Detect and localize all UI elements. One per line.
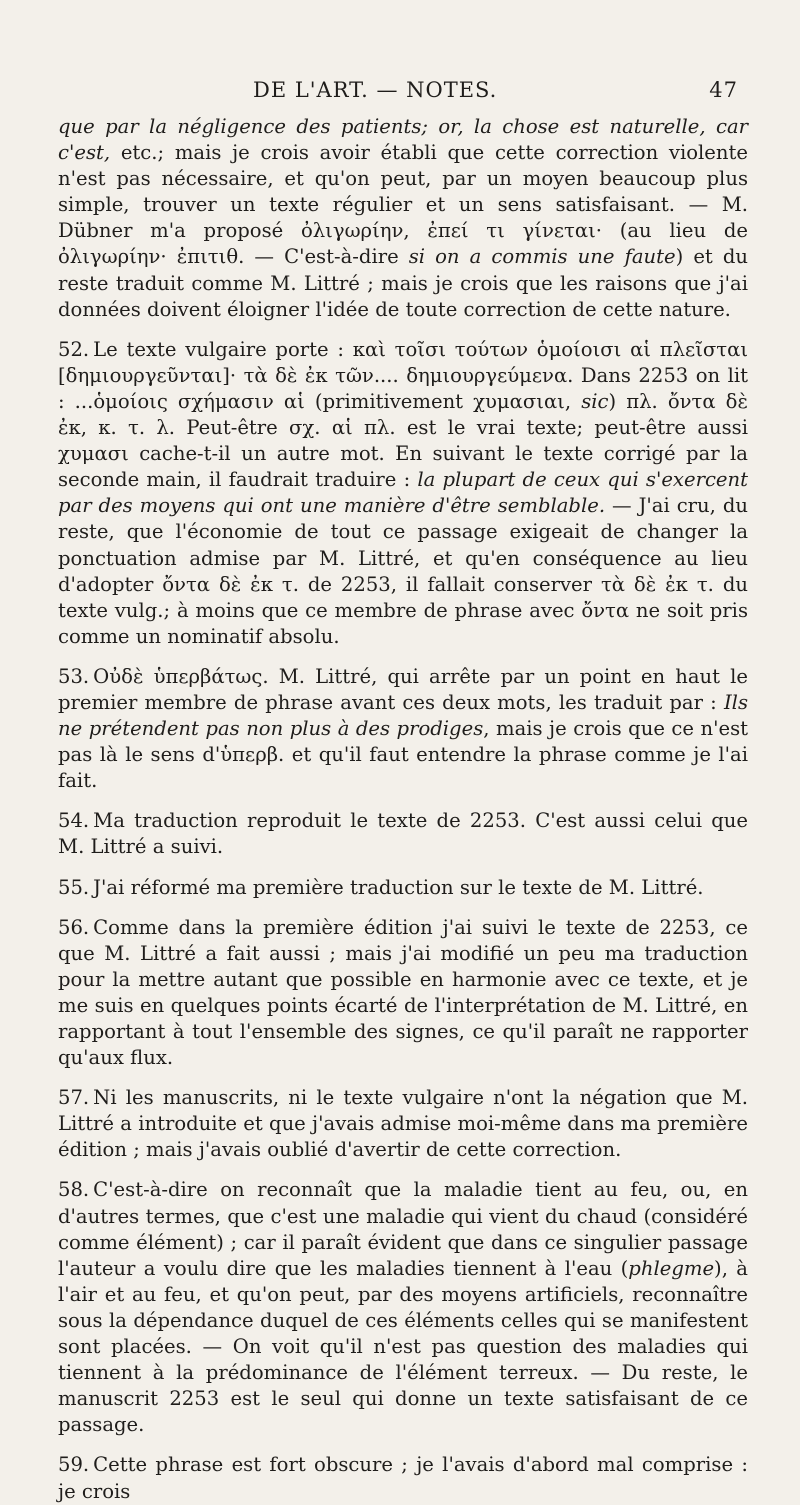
text-run: — J'ai cru, du reste, que l'économie de tout ce passage exigeait de changer la ponctuation admise par M. Littré, et qu'en conséquence au lieu d'adopter ὄντα δὲ ἐκ τ. de 2253, il fallait conserver τὰ δὲ ἐκ τ. du texte vulg.; à moins que ce membre de phrase avec ὄντα ne soit pris comme un nominatif absolu. — [58, 494, 749, 648]
text-run: , mais je crois que ce n'est pas là le sens d'ὑπερβ. et qu'il faut entendre la phrase comme je l'ai fait. — [58, 717, 749, 793]
text-run: etc.; mais je crois avoir établi que cette correction violente n'est pas nécessaire, et qu'on peut, par un moyen beaucoup plus simple, trouver un texte régulier et un sens satisfaisant. — M. Dübner m'a proposé ὀλιγωρίην, ἐπεί τι γίνεται· (au lieu de ὀλιγωρίην· ἐπιτιθ. — C'est-à-dire — [58, 141, 748, 269]
note-53 — [58, 664, 748, 794]
text-run: Le texte vulgaire porte : καὶ τοῖσι τούτων ὁμοίοισι αἱ πλεῖσται [δημιουργεῦνται]· τὰ δὲ ἐκ τῶν.... δημιουργεύμενα. Dans 2253 on lit : ...ὁμοίοις σχήμασιν αἱ (primitivement χυμασιαι, — [58, 337, 748, 413]
note-number: 59. — [58, 1453, 90, 1477]
running-header — [58, 78, 748, 114]
note-number: 52. — [58, 337, 90, 361]
text-run: J'ai réformé ma première traduction sur le texte de M. Littré. — [93, 875, 704, 899]
text-run: C'est-à-dire on reconnaît que la maladie tient au feu, ou, en d'autres termes, que c'est une maladie qui vient du chaud (considéré comme élément) ; car il paraît évident que dans ce singulier passage l'auteur a voulu dire que les maladies tiennent à l'eau ( — [58, 1178, 748, 1280]
italic-run: que par la négligence des patients; or, la chose est naturelle, car c'est, — [58, 115, 748, 165]
note-55 — [58, 875, 748, 901]
italic-run: phlegme — [628, 1256, 715, 1280]
note-58 — [58, 1177, 748, 1438]
text-run: Οὐδὲ ὑπερβάτως. M. Littré, qui arrête par un point en haut le premier membre de phrase avant ces deux mots, les traduit par : — [58, 664, 748, 714]
note-number: 53. — [58, 664, 90, 688]
note-59 — [58, 1452, 748, 1504]
text-run: Ma traduction reproduit le texte de 2253. C'est aussi celui que M. Littré a suivi. — [58, 809, 748, 859]
text-run: ), à l'air et au feu, et qu'on peut, par des moyens artificiels, reconnaître sous la dépendance duquel de ces éléments celles qui se manifestent sont placées. — On voit qu'il n'est pas question des maladies qui tiennent à la prédominance de l'élément terreux. — Du reste, le manuscrit 2253 est le seul qui donne un texte satisfaisant de ce passage. — [58, 1256, 748, 1437]
text-run: ) πλ. ὄντα δὲ ἐκ, κ. τ. λ. Peut-être σχ. αἱ πλ. est le vrai texte; peut-être aussi χυμασι cache-t-il un autre mot. En suivant le texte corrigé par la seconde main, il faudrait traduire : — [58, 389, 748, 492]
note-56 — [58, 915, 748, 1072]
italic-run: la plupart de ceux qui s'exercent par des moyens qui ont une manière d'être semblable. — [58, 468, 749, 518]
italic-run: si on a commis une faute — [408, 245, 676, 269]
text-body — [58, 114, 748, 1505]
note-number: 58. — [58, 1178, 90, 1202]
text-run: ) et du reste traduit comme M. Littré ; mais je crois que les raisons que j'ai données doivent éloigner l'idée de toute correction de cette nature. — [58, 245, 749, 321]
continued-paragraph — [58, 114, 748, 323]
note-number: 54. — [58, 809, 90, 833]
note-52 — [58, 337, 748, 650]
note-54 — [58, 808, 748, 860]
note-57 — [58, 1085, 748, 1163]
note-number: 57. — [58, 1086, 90, 1110]
text-run: Comme dans la première édition j'ai suivi le texte de 2253, ce que M. Littré a fait aussi ; mais j'ai modifié un peu ma traduction pour la mettre autant que possible en harmonie avec ce texte, et je me suis en quelques points écarté de l'interprétation de M. Littré, en rapportant à tout l'ensemble des signes, ce qu'il paraît ne rapporter qu'aux flux. — [58, 915, 748, 1070]
running-title: DE L'ART. — NOTES. — [253, 78, 498, 102]
italic-run: Ils ne prétendent pas non plus à des prodiges — [58, 690, 748, 741]
text-run: Ni les manuscrits, ni le texte vulgaire n'ont la négation que M. Littré a introduite et que j'avais admise moi-même dans ma première édition ; mais j'avais oublié d'avertir de cette correction. — [58, 1086, 748, 1162]
italic-run: sic — [581, 389, 609, 413]
note-number: 55. — [58, 875, 90, 899]
page-number: 47 — [709, 78, 738, 102]
text-run: Cette phrase est fort obscure ; je l'avais d'abord mal comprise : je crois — [58, 1453, 748, 1503]
note-number: 56. — [58, 915, 90, 939]
